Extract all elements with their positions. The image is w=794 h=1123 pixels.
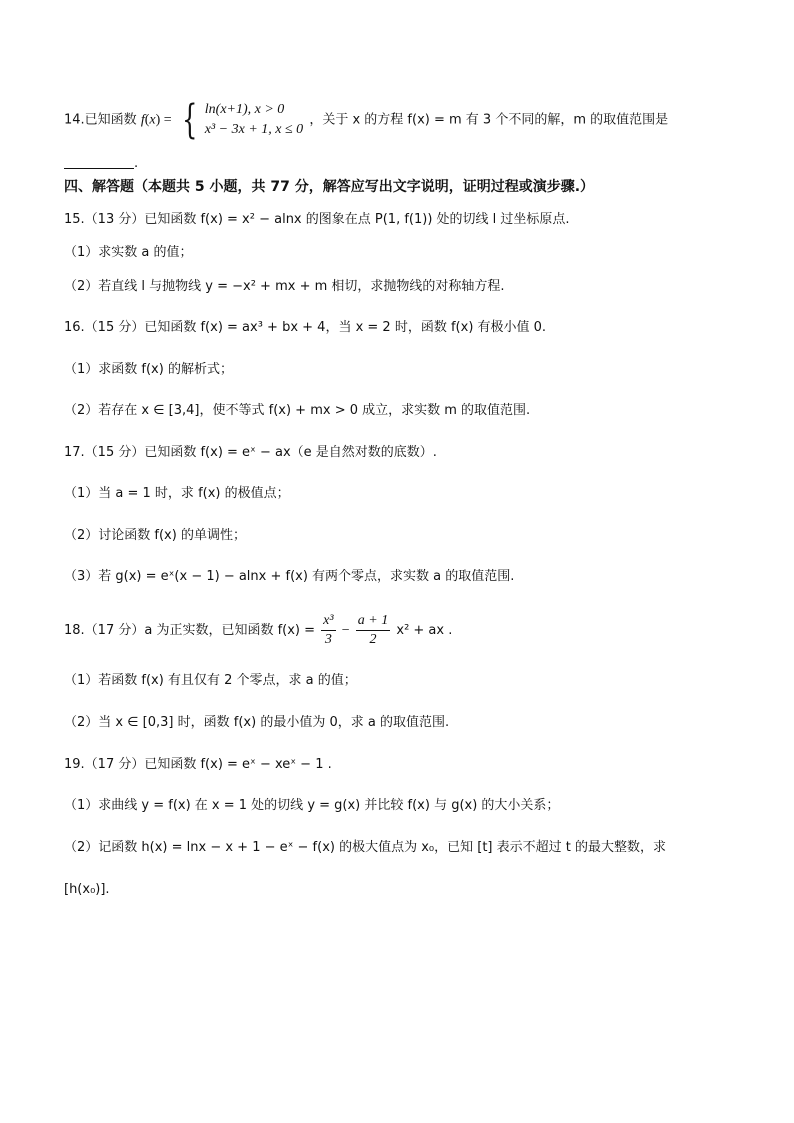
- q17-part-3: （3）若 g(x) = eˣ(x − 1) − alnx + f(x) 有两个零点，求实数 a 的取值范围.: [64, 569, 515, 584]
- q19-part-1: （1）求曲线 y = f(x) 在 x = 1 处的切线 y = g(x) 并比较 f(x) 与 g(x) 的大小关系；: [64, 798, 560, 813]
- q17-stem: 17.（15 分）已知函数 f(x) = eˣ − ax（e 是自然对数的底数）.: [64, 445, 437, 460]
- q18-stem: 18.（17 分）a 为正实数，已知函数 f(x) = $\frac{\text{x³}}{3}$ − $\frac{a + 1}{2}$ x² + ax .: [64, 613, 453, 647]
- section-4-title: 四、解答题（本题共 5 小题，共 77 分，解答应写出文字说明，证明过程或演步骤.）: [64, 179, 595, 195]
- fraction-x3-over-3: $\frac{\text{x³}}{3}$: [323, 613, 334, 647]
- q18-part-1: （1）若函数 f(x) 有且仅有 2 个零点，求 a 的值；: [64, 673, 357, 688]
- q19-stem: 19.（17 分）已知函数 f(x) = eˣ − xeˣ − 1 .: [64, 757, 332, 772]
- answer-blank: [64, 168, 134, 169]
- q14-suffix: ，关于 x 的方程 f(x) = m 有 3 个不同的解，m 的取值范围是: [309, 112, 669, 128]
- q19-part-2-continued: [h(x₀)].: [64, 882, 110, 897]
- q18-stem-a: 18.（17 分）a 为正实数，已知函数 f(x) =: [64, 623, 316, 638]
- q14-prefix: 14.已知函数: [64, 112, 137, 128]
- q17-part-2: （2）讨论函数 f(x) 的单调性；: [64, 528, 246, 543]
- q19-part-2: （2）记函数 h(x) = lnx − x + 1 − eˣ − f(x) 的极大值点为 x₀，已知 [t] 表示不超过 t 的最大整数，求: [64, 840, 666, 855]
- q14-end: .: [134, 156, 139, 171]
- q18-stem-b: x² + ax .: [396, 623, 453, 638]
- q16-part-1: （1）求函数 f(x) 的解析式；: [64, 362, 233, 377]
- q15-part-2: （2）若直线 l 与抛物线 y = −x² + mx + m 相切，求抛物线的对称轴方程.: [64, 279, 505, 294]
- q14-case-2: x³ − 3x + 1, x ≤ 0: [204, 122, 304, 137]
- q17-part-1: （1）当 a = 1 时，求 f(x) 的极值点；: [64, 486, 290, 501]
- fraction-a-plus-1-over-2: $\frac{a + 1}{2}$: [357, 613, 389, 647]
- q18-part-2: （2）当 x ∈ [0,3] 时，函数 f(x) 的最小值为 0，求 a 的取值范围.: [64, 715, 450, 730]
- q15-stem: 15.（13 分）已知函数 f(x) = x² − alnx 的图象在点 P(1, f(1)) 处的切线 l 过坐标原点.: [64, 212, 570, 227]
- q14-case-1: ln(x+1), x > 0: [204, 102, 285, 117]
- piecewise-function: { ln(x+1), x > 0 x³ − 3x + 1, x ≤ 0: [182, 97, 304, 143]
- question-14: 14.已知函数 f(x) = { ln(x+1), x > 0 x³ − 3x + 1, x ≤ 0 ，关于 x 的方程 f(x) = m 有 3 个不同的解，m 的取值范围是: [64, 97, 669, 143]
- q16-part-2: （2）若存在 x ∈ [3,4]，使不等式 f(x) + mx > 0 成立，求实数 m 的取值范围.: [64, 403, 531, 418]
- q15-part-1: （1）求实数 a 的值；: [64, 245, 193, 260]
- q16-stem: 16.（15 分）已知函数 f(x) = ax³ + bx + 4，当 x = 2 时，函数 f(x) 有极小值 0.: [64, 320, 547, 335]
